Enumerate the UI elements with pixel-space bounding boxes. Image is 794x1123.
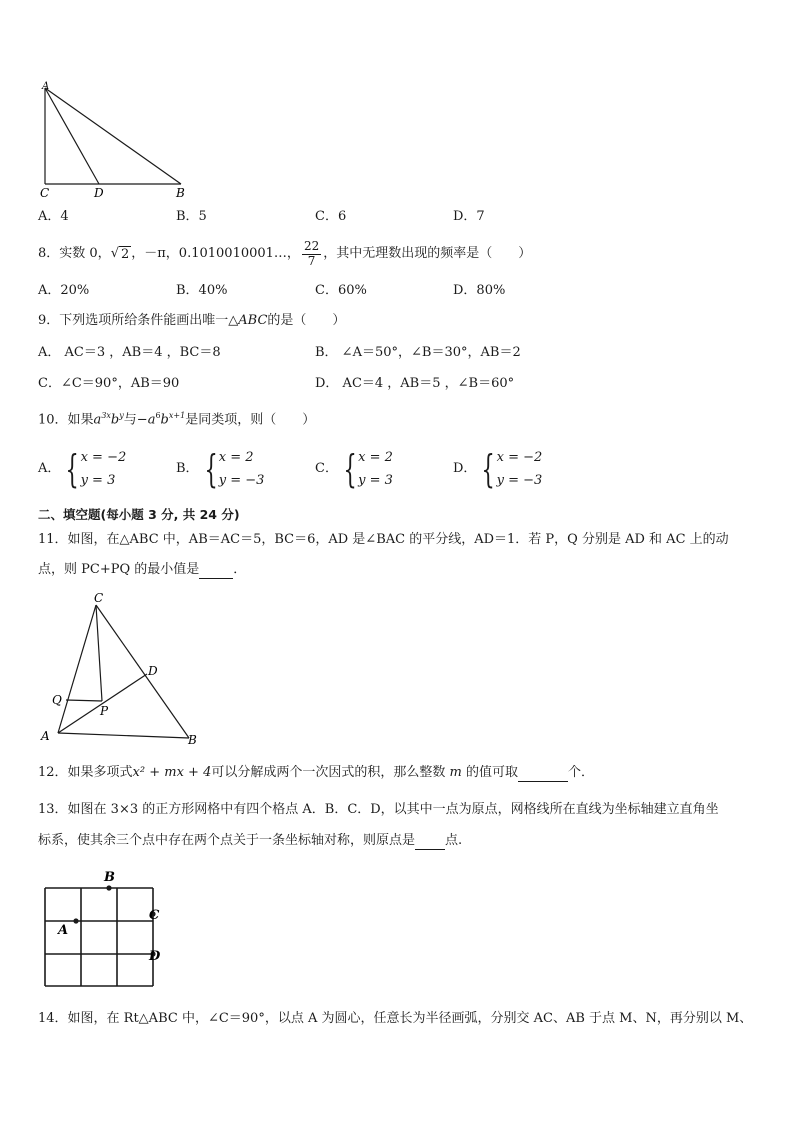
q8-option-a: A．20%: [38, 283, 90, 298]
q7-option-d: D．7: [453, 209, 485, 224]
q12-prefix: 12．如果多项式: [38, 765, 133, 780]
q7-label-d: D: [94, 186, 104, 200]
q10-option-a-label: A．: [38, 461, 61, 477]
q11-label-d: D: [148, 664, 158, 678]
q10-option-d-line2: y = −3: [496, 473, 543, 488]
q11-line2-text: 点，则 PC+PQ 的最小值是: [38, 562, 200, 577]
q11-label-a: A: [41, 729, 50, 743]
q10-option-d-label: D．: [453, 461, 477, 477]
q10-option-c: [315, 446, 393, 492]
q9-stem: [38, 313, 345, 329]
q12-stem: [38, 765, 594, 782]
q8-fraction-numerator: 22: [303, 239, 320, 254]
section-2-title: 二、填空题(每小题 3 分, 共 24 分): [38, 507, 240, 522]
q8-stem: [38, 236, 531, 272]
q10-term2-a: −a: [136, 412, 156, 428]
q10-option-c-line2: y = 3: [358, 473, 393, 488]
q8-option-b: B．40%: [176, 283, 228, 298]
q13-label-c: C: [149, 908, 160, 923]
q10-option-a-brace: {: [65, 447, 80, 491]
q13-line1: 13．如图在 3×3 的正方形网格中有四个格点 A．B．C．D，以其中一点为原点，网格线所在直线为坐标轴建立直角坐: [38, 802, 719, 817]
q8-sqrt-symbol: √: [110, 246, 119, 262]
q10-term1-a: a: [93, 412, 102, 428]
q10-option-c-line1: x = 2: [358, 450, 393, 465]
q8-suffix: ，其中无理数出现的频率是（ ）: [323, 246, 532, 262]
q10-mid: 与: [123, 412, 137, 428]
q10-option-a-line1: x = −2: [80, 450, 127, 465]
q10-term2-exp-b: x+1: [168, 411, 186, 420]
q11-line1: 11．如图，在△ABC 中，AB＝AC＝5，BC＝6，AD 是∠BAC 的平分线，AD＝1．若 P，Q 分别是 AD 和 AC 上的动: [38, 532, 729, 547]
q10-stem: [38, 411, 315, 428]
q13-grid-figure: [36, 866, 176, 990]
q8-sqrt-radicand: 2: [120, 246, 130, 262]
q10-suffix: 是同类项，则（ ）: [185, 412, 316, 428]
q10-option-b-line2: y = −3: [218, 473, 265, 488]
q13-line2: [38, 833, 462, 850]
q10-prefix: 10．如果: [38, 412, 94, 428]
q9-stem-end: 的是（ ）: [267, 313, 346, 328]
q13-line2-end: 点.: [445, 833, 463, 848]
q10-option-d-line1: x = −2: [496, 450, 543, 465]
q9-option-c: C．∠C＝90°，AB＝90: [38, 376, 180, 391]
q8-prefix: 8．实数 0，: [38, 246, 111, 262]
q9-stem-math: △ABC: [228, 313, 268, 328]
q8-option-c: C．60%: [315, 283, 367, 298]
q7-side-ab: [45, 88, 181, 184]
q12-var-m: m: [449, 765, 462, 780]
q10-option-b-brace: {: [204, 447, 218, 491]
q11-label-p: P: [100, 704, 109, 718]
q12-answer-blank: [518, 765, 568, 782]
q10-term1-exp-b: y: [119, 411, 124, 420]
q7-segment-ad: [45, 88, 99, 184]
q9-stem-text: 9．下列选项所给条件能画出唯一: [38, 313, 229, 328]
q11-segment-cp: [96, 605, 102, 701]
q7-label-b: B: [176, 186, 185, 200]
q9-option-a: A． AC＝3 ，AB＝4 ，BC＝8: [38, 345, 221, 360]
q13-answer-blank: [415, 833, 445, 850]
q8-fraction: [302, 240, 321, 267]
q11-triangle-figure: [36, 588, 206, 748]
q11-label-c: C: [94, 591, 104, 605]
q12-polynomial: x² + mx + 4: [132, 765, 212, 780]
q10-option-d-brace: {: [481, 447, 496, 491]
q8-option-d: D．80%: [453, 283, 506, 298]
q12-mid2: 的值可取: [465, 765, 518, 780]
q13-point-a: [73, 918, 78, 923]
q11-side-ac: [58, 605, 96, 733]
q12-mid: 可以分解成两个一次因式的积，那么整数: [211, 765, 446, 780]
q10-term2-b: b: [160, 412, 169, 428]
q9-option-d: D． AC＝4 ，AB＝5 ，∠B＝60°: [315, 376, 515, 391]
q11-label-b: B: [188, 733, 197, 747]
q11-line2: [38, 562, 246, 579]
q13-label-d: D: [149, 949, 161, 964]
q7-label-c: C: [40, 186, 50, 200]
q10-term1-exp-a: 3x: [101, 411, 111, 420]
q13-line2-text: 标系，使其余三个点中存在两个点关于一条坐标轴对称，则原点是: [38, 833, 416, 848]
q11-answer-blank: [199, 562, 233, 579]
q10-option-b-label: B．: [176, 461, 199, 477]
q13-label-a: A: [58, 923, 69, 938]
q10-option-b: [176, 446, 264, 492]
q13-point-b: [106, 885, 111, 890]
q9-option-b: B． ∠A＝50°，∠B＝30°，AB＝2: [315, 345, 521, 360]
q11-segment-qp: [66, 700, 102, 701]
q10-option-c-label: C．: [315, 461, 338, 477]
q10-option-b-line1: x = 2: [218, 450, 254, 465]
q12-suffix: 个．: [567, 765, 594, 780]
q10-option-a-line2: y = 3: [80, 473, 116, 488]
q14-line1: 14．如图，在 Rt△ABC 中，∠C＝90°，以点 A 为圆心，任意长为半径画弧，分别交 AC、AB 于点 M、N，再分别以 M、: [38, 1011, 753, 1026]
q10-term2-exp-a: 6: [155, 411, 161, 420]
q11-label-q: Q: [52, 693, 62, 707]
q8-mid: ，－π，0.1010010001…，: [131, 246, 300, 262]
q11-side-ab: [58, 733, 189, 738]
q11-line2-end: ．: [233, 562, 247, 577]
q7-option-a: A．4: [38, 209, 69, 224]
q8-fraction-denominator: 7: [307, 253, 316, 268]
q13-label-b: B: [104, 870, 115, 885]
q7-label-a: A: [42, 81, 50, 92]
q7-option-c: C．6: [315, 209, 347, 224]
q10-term1-b: b: [110, 412, 120, 428]
q10-option-c-brace: {: [343, 447, 357, 491]
q10-option-d: [453, 446, 542, 492]
q11-side-cb: [96, 605, 189, 738]
q10-option-a: [38, 446, 126, 492]
q7-option-b: B．5: [176, 209, 207, 224]
q7-triangle-figure: [36, 80, 196, 202]
